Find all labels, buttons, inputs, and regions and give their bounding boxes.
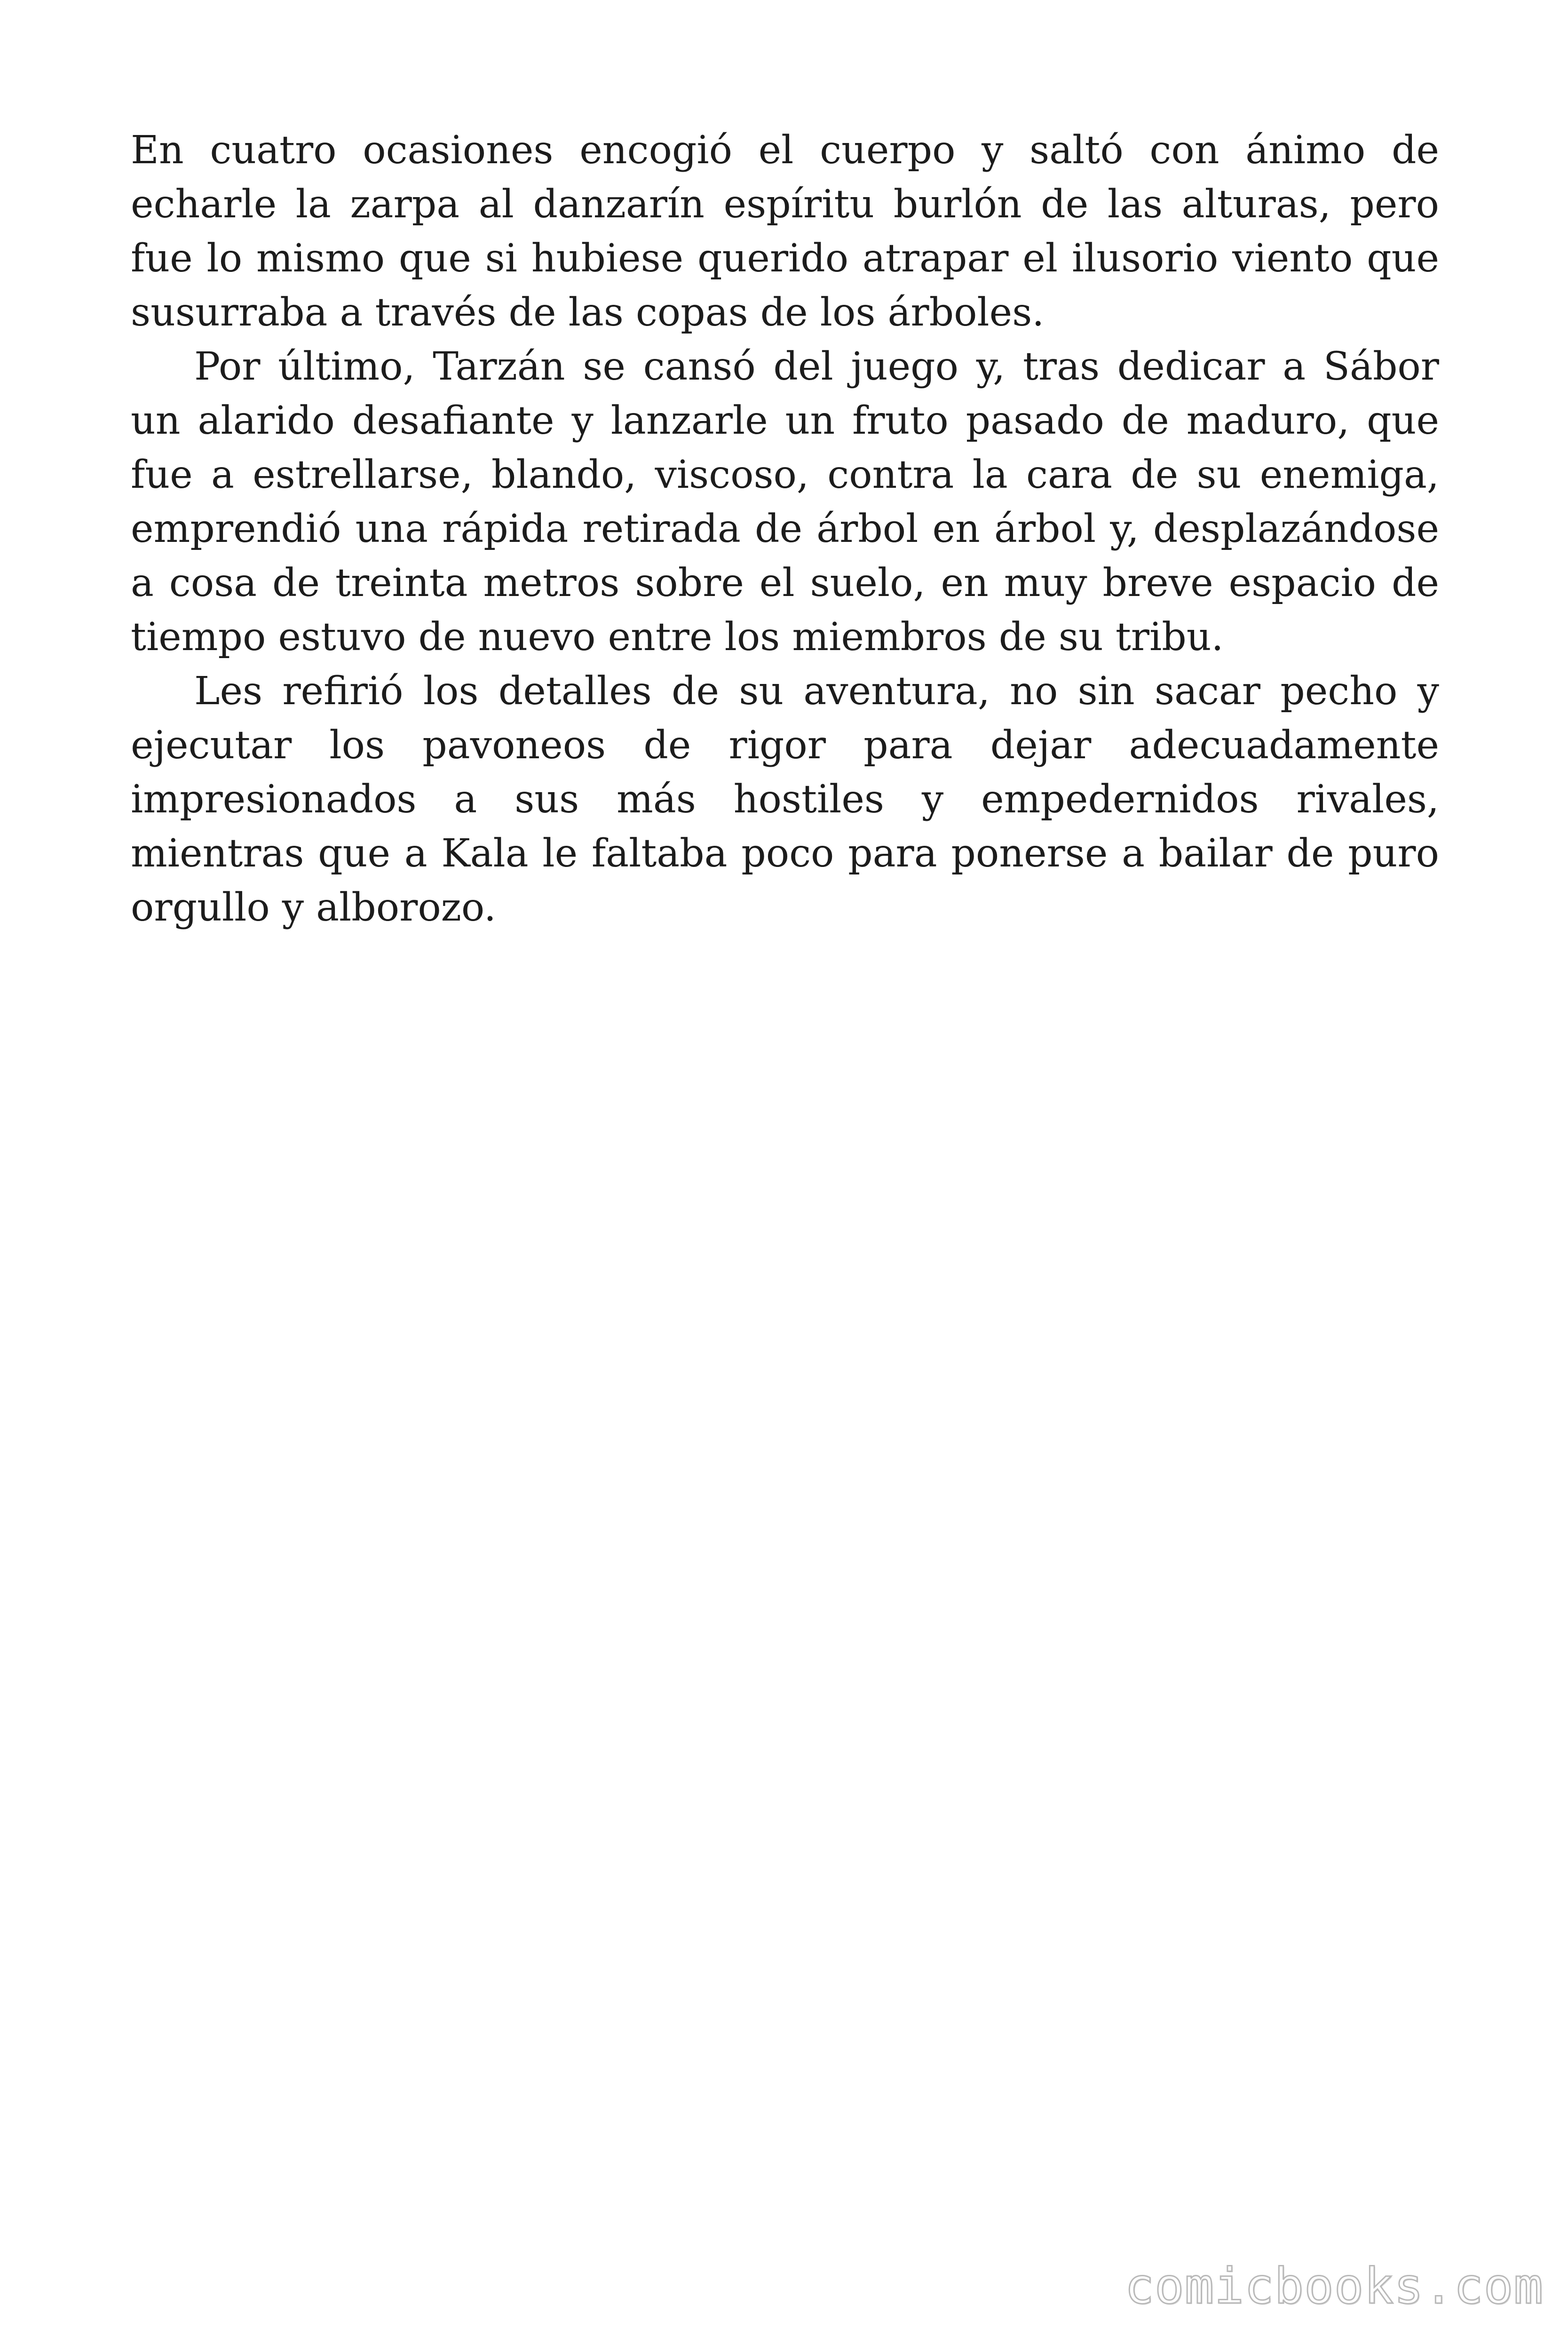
watermark: comicbooks.com <box>1125 2257 1544 2315</box>
paragraph-3: Les refirió los detalles de su aventura, no sin sacar pecho y ejecutar los pavoneos de rigor para dejar adecuadamente impresionados a sus más hostiles y empedernidos rivales, mientras que a Kala le faltaba poco para ponerse a bailar de puro orgullo y alborozo. <box>131 669 1439 930</box>
paragraph-1: En cuatro ocasiones encogió el cuerpo y saltó con ánimo de echarle la zarpa al danzarín espíritu burlón de las alturas, pero fue lo mismo que si hubiese querido atrapar el ilusorio viento que susurraba a través de las copas de los árboles. <box>131 128 1439 335</box>
body-text <box>131 123 1439 935</box>
paragraph-2: Por último, Tarzán se cansó del juego y, tras dedicar a Sábor un alarido desafiante y lanzarle un fruto pasado de maduro, que fue a estrellarse, blando, viscoso, contra la cara de su enemiga, emprendió una rápida retirada de árbol en árbol y, desplazándose a cosa de treinta metros sobre el suelo, en muy breve espacio de tiempo estuvo de nuevo entre los miembros de su tribu. <box>131 344 1439 660</box>
